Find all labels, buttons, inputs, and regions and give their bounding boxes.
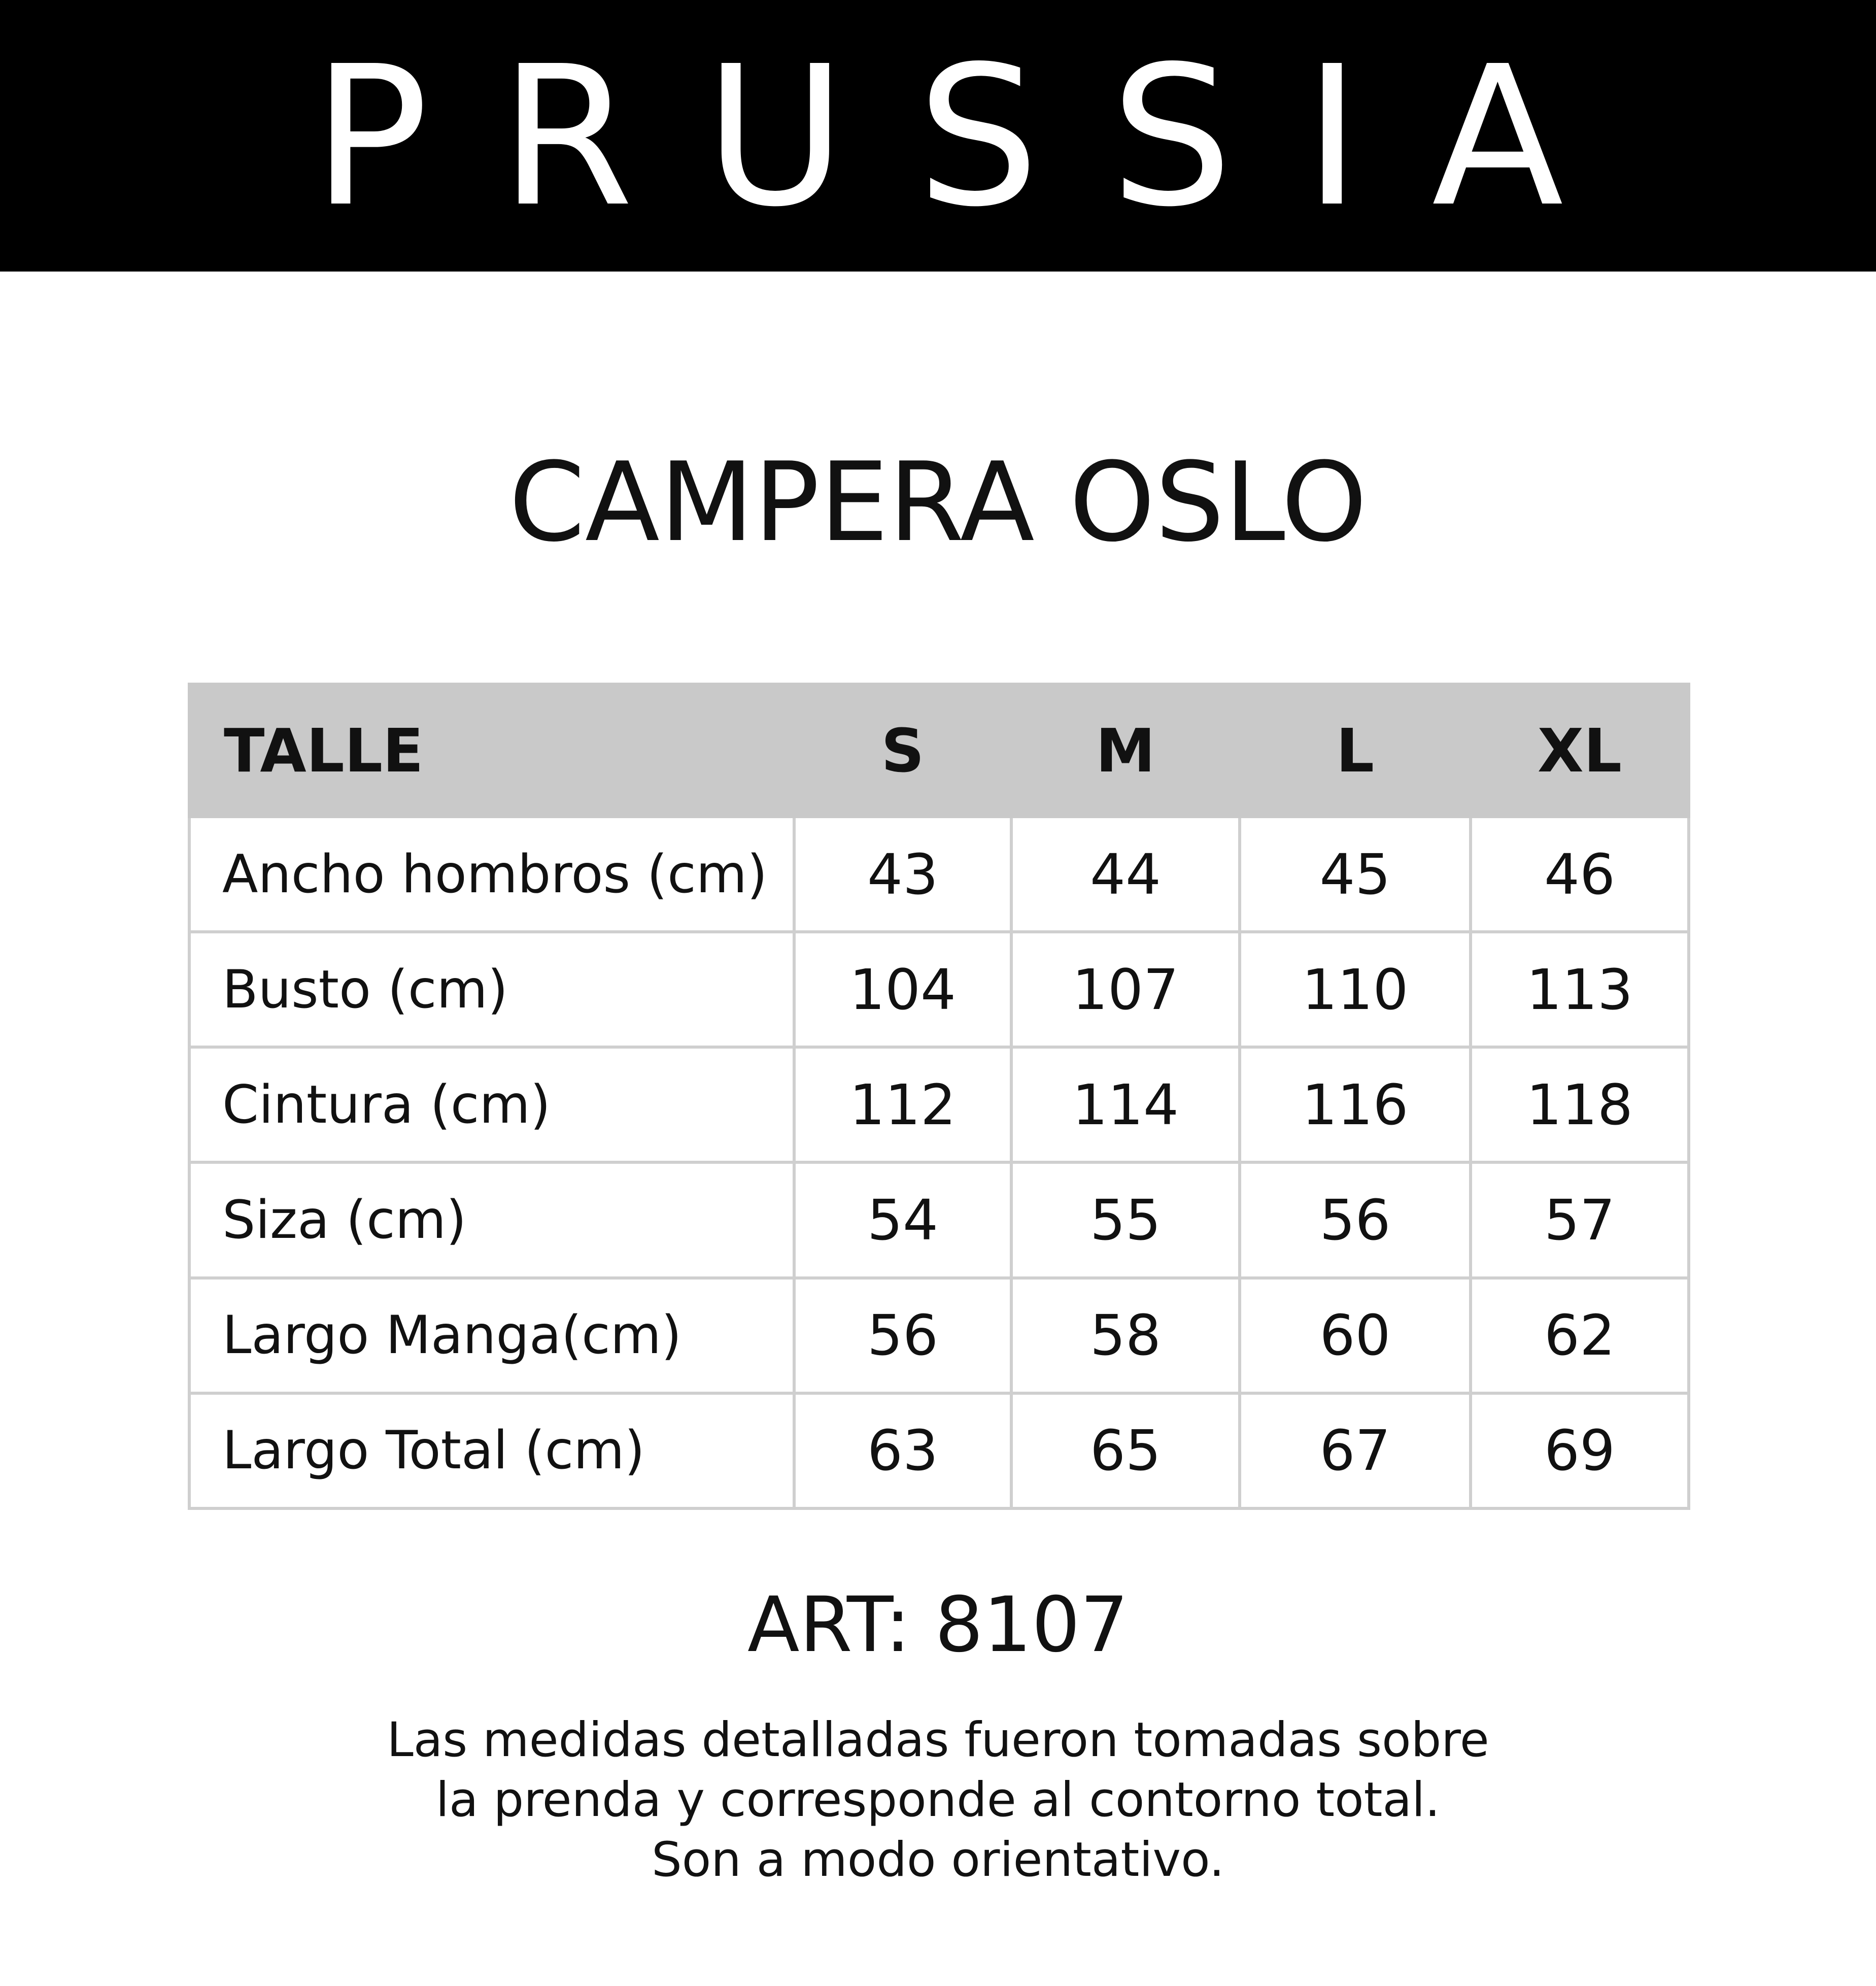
- cell-value: 67: [1240, 1393, 1471, 1508]
- cell-value: 113: [1471, 932, 1689, 1047]
- cell-value: 110: [1240, 932, 1471, 1047]
- size-chart-table: [188, 683, 1690, 1510]
- cell-value: 114: [1011, 1047, 1240, 1162]
- row-label: Largo Total (cm): [189, 1393, 794, 1508]
- table-row: [189, 932, 1689, 1047]
- cell-value: 44: [1011, 817, 1240, 932]
- cell-value: 58: [1011, 1278, 1240, 1393]
- table-row: [189, 1278, 1689, 1393]
- row-label: Siza (cm): [189, 1162, 794, 1277]
- header-size-l: L: [1240, 684, 1471, 817]
- brand-logo-text: PRUSSIA: [312, 24, 1635, 249]
- row-label: Largo Manga(cm): [189, 1278, 794, 1393]
- header-size-m: M: [1011, 684, 1240, 817]
- cell-value: 46: [1471, 817, 1689, 932]
- measurement-note: [0, 1710, 1876, 1890]
- cell-value: 116: [1240, 1047, 1471, 1162]
- header-size-xl: XL: [1471, 684, 1689, 817]
- cell-value: 60: [1240, 1278, 1471, 1393]
- article-number: ART: 8107: [747, 1581, 1129, 1669]
- cell-value: 63: [794, 1393, 1011, 1508]
- cell-value: 45: [1240, 817, 1471, 932]
- note-line: la prenda y corresponde al contorno total.: [435, 1772, 1441, 1828]
- table-header-row: [189, 684, 1689, 817]
- product-title: CAMPERA OSLO: [508, 439, 1368, 566]
- cell-value: 56: [1240, 1162, 1471, 1277]
- cell-value: 118: [1471, 1047, 1689, 1162]
- cell-value: 69: [1471, 1393, 1689, 1508]
- row-label: Busto (cm): [189, 932, 794, 1047]
- brand-header: [0, 0, 1876, 272]
- cell-value: 107: [1011, 932, 1240, 1047]
- cell-value: 104: [794, 932, 1011, 1047]
- header-size-s: S: [794, 684, 1011, 817]
- cell-value: 43: [794, 817, 1011, 932]
- cell-value: 55: [1011, 1162, 1240, 1277]
- cell-value: 57: [1471, 1162, 1689, 1277]
- note-line: Son a modo orientativo.: [652, 1832, 1224, 1888]
- note-line: Las medidas detalladas fueron tomadas sobre: [387, 1712, 1489, 1768]
- header-talle: TALLE: [189, 684, 794, 817]
- table-row: [189, 1393, 1689, 1508]
- row-label: Cintura (cm): [189, 1047, 794, 1162]
- table-row: [189, 817, 1689, 932]
- cell-value: 112: [794, 1047, 1011, 1162]
- cell-value: 65: [1011, 1393, 1240, 1508]
- cell-value: 54: [794, 1162, 1011, 1277]
- table-row: [189, 1162, 1689, 1277]
- row-label: Ancho hombros (cm): [189, 817, 794, 932]
- cell-value: 62: [1471, 1278, 1689, 1393]
- table-row: [189, 1047, 1689, 1162]
- cell-value: 56: [794, 1278, 1011, 1393]
